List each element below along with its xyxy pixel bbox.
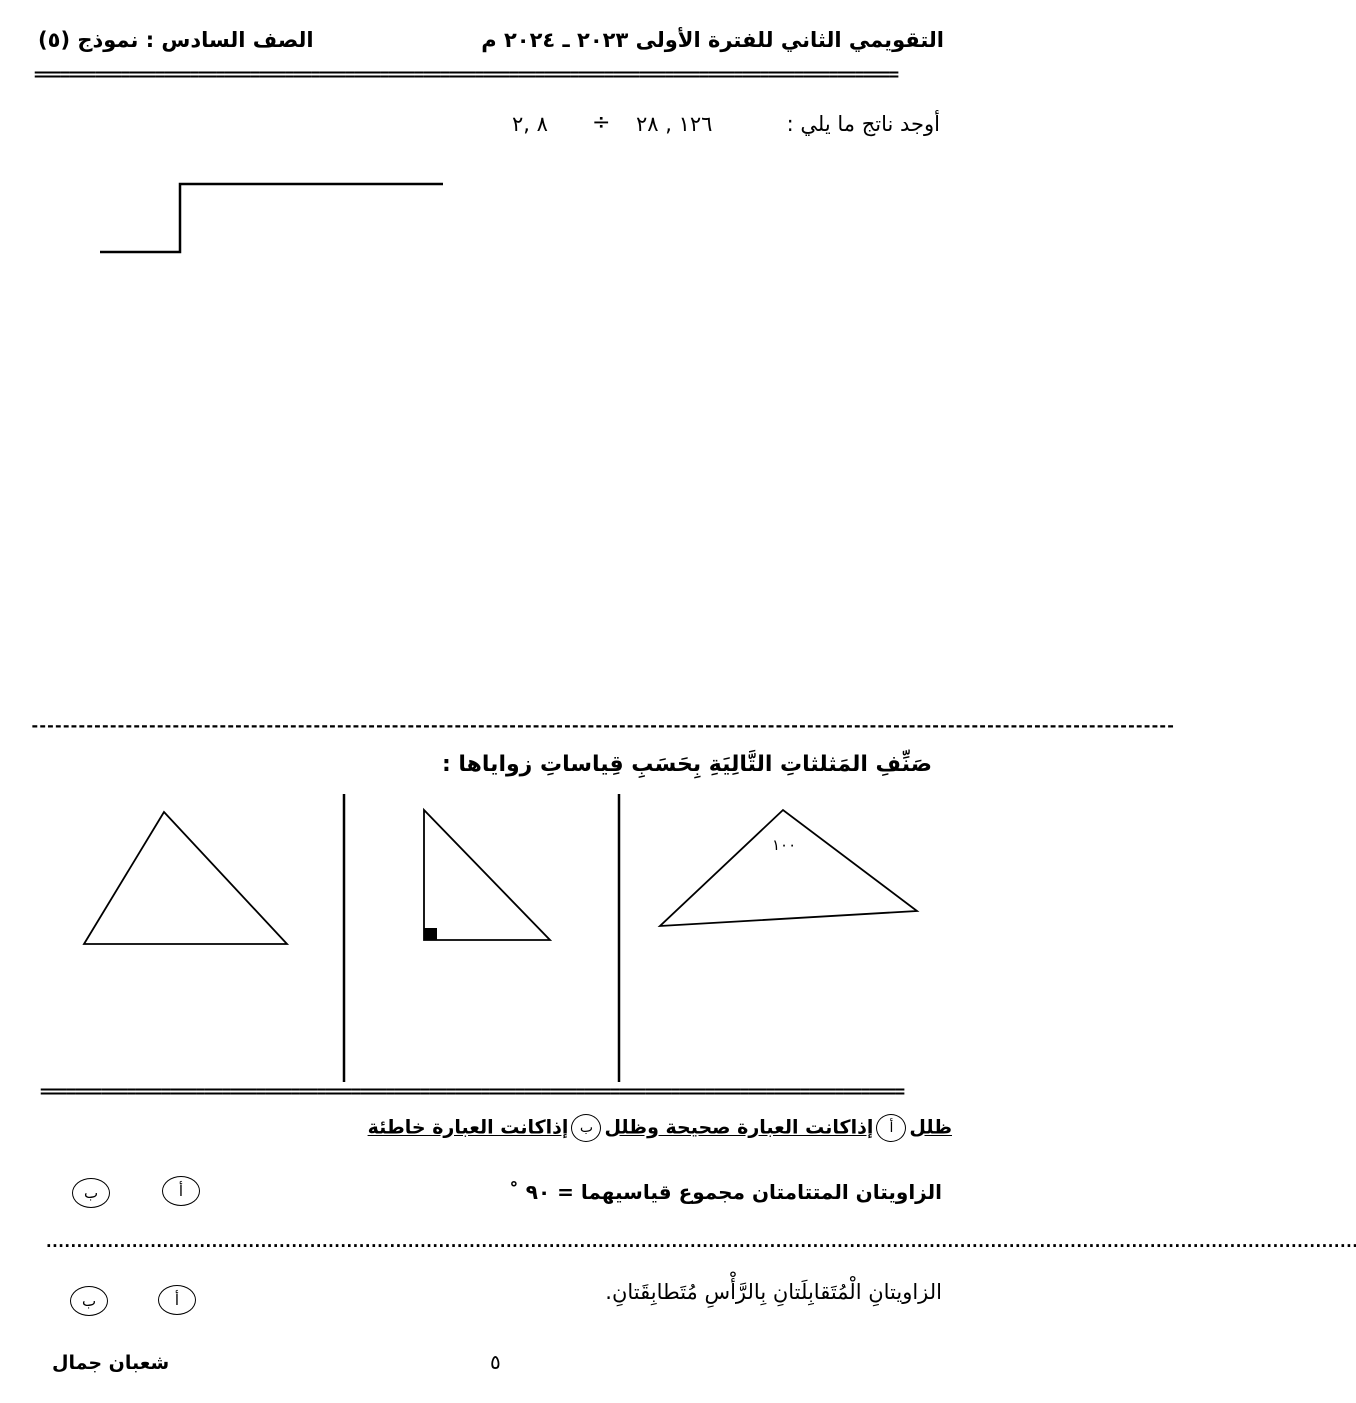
separator-equals-bottom: ====================================================================================================	[40, 1082, 904, 1102]
long-division-bracket	[95, 178, 455, 258]
obtuse-triangle	[660, 810, 917, 926]
grade-model: الصف السادس : نموذج (٥)	[38, 28, 314, 52]
q3-legend-circle-a: أ	[876, 1114, 906, 1142]
right-triangle	[424, 810, 550, 940]
right-angle-marker	[424, 928, 437, 940]
q3-instruction	[368, 1114, 952, 1142]
triangles-figure	[0, 790, 992, 1090]
acute-triangle	[84, 812, 287, 944]
q1-prompt: أوجد ناتج ما يلي :	[786, 112, 940, 136]
statement-1-text: الزاويتان المتتامتان مجموع قياسيهما = ٩٠ ˚	[508, 1180, 942, 1204]
exam-title: التقويمي الثاني للفترة الأولى ٢٠٢٣ ـ ٢٠٢٤ م	[481, 28, 944, 52]
q3-instruction-part1: ظلل	[909, 1116, 952, 1139]
statement-1-option-a[interactable]: أ	[162, 1176, 200, 1206]
q1-divisor: ٨ ,٢	[512, 112, 548, 136]
obtuse-angle-label: ١٠٠	[772, 836, 797, 854]
q1-operator: ÷	[592, 110, 611, 135]
q2-prompt: صَنِّفِ المَثلثاتِ التَّالِيَةِ بِحَسَبِ قِياساتِ زواياها :	[441, 752, 932, 777]
q1-dividend: ١٢٦ , ٢٨	[636, 112, 713, 136]
page-number: ٥	[490, 1350, 501, 1374]
statement-2-text: الزاويتانِ الْمُتَقابِلَتانِ بِالرَّأْسِ مُتَطابِقَتانِ.	[605, 1280, 942, 1304]
statement-2-option-a[interactable]: أ	[158, 1285, 196, 1315]
separator-dots: ......................................................................................................................................................................................................................	[44, 1232, 1356, 1251]
separator-equals-top: ====================================================================================================	[34, 65, 898, 85]
q3-instruction-part2: إذاكانت العبارة صحيحة وظلل	[604, 1116, 874, 1139]
q3-instruction-part3: إذاكانت العبارة خاطئة	[367, 1116, 569, 1139]
author-name: شعبان جمال	[52, 1352, 170, 1374]
statement-2-option-b[interactable]: ب	[70, 1286, 108, 1316]
separator-dashes-mid: --------------------------------------------------------------------------------------------------------------------------------------------------	[30, 716, 1174, 735]
q3-legend-circle-b: ب	[571, 1114, 601, 1142]
statement-1-option-b[interactable]: ب	[72, 1178, 110, 1208]
